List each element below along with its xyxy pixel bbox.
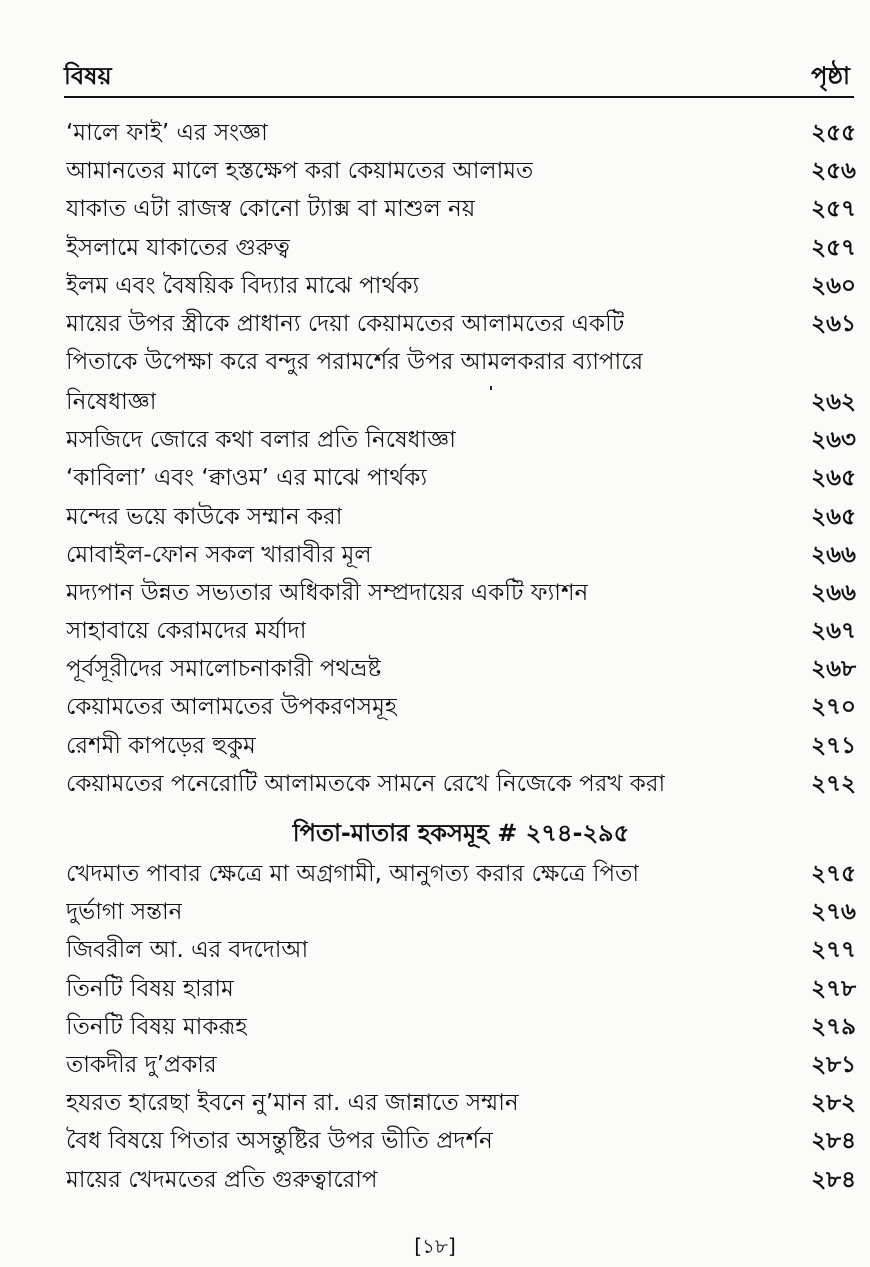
entry-title: মায়ের খেদমতের প্রতি গুরুত্বারোপ <box>66 1166 378 1193</box>
toc-entry <box>66 1044 856 1082</box>
entry-page: ২৭৮ <box>811 975 856 1002</box>
entry-title: রেশমী কাপড়ের হুকুম <box>66 732 256 759</box>
entry-page: ২৬৬ <box>811 541 856 568</box>
entry-title: সাহাবায়ে কেরামদের মর্যাদা <box>66 618 307 645</box>
entry-title-line1: পিতাকে উপেক্ষা করে বন্দুর পরামর্শের উপর আমলকরার ব্যাপারে <box>66 349 644 376</box>
entry-page: ২৬১ <box>811 310 856 337</box>
toc-entry <box>66 496 856 534</box>
section-heading <box>66 801 856 853</box>
entry-page: ২৬৮ <box>811 656 856 683</box>
toc-entry <box>66 763 856 801</box>
entry-title: তিনটি বিষয় হারাম <box>66 975 234 1002</box>
entry-page: ২৭৯ <box>811 1013 856 1040</box>
entry-page: ২৭০ <box>811 694 856 721</box>
entry-page: ২৬০ <box>811 272 856 299</box>
toc-entry <box>66 150 856 188</box>
entry-page: ২৬৫ <box>811 503 856 530</box>
entry-title: পূর্বসূরীদের সমালোচনাকারী পথভ্রষ্ট <box>66 656 382 683</box>
entry-page: ২৬৭ <box>811 618 856 645</box>
entry-title: হযরত হারেছা ইবনে নু’মান রা. এর জান্নাতে সম্মান <box>66 1090 519 1117</box>
entry-title: মন্দের ভয়ে কাউকে সম্মান করা <box>66 503 343 530</box>
entry-page: ২৮১ <box>811 1051 856 1078</box>
entry-title: যাকাত এটা রাজস্ব কোনো ট্যাক্স বা মাশুল নয় <box>66 196 476 223</box>
toc-entry <box>66 891 856 929</box>
toc-entry <box>66 1120 856 1158</box>
entry-title: কেয়ামতের আলামতের উপকরণসমূহ <box>66 694 397 721</box>
toc-entry <box>66 725 856 763</box>
entry-page: ২৬২ <box>811 389 856 416</box>
entry-page: ২৭৭ <box>811 937 856 964</box>
entry-title: বৈধ বিষয়ে পিতার অসন্তুষ্টির উপর ভীতি প্রদর্শন <box>66 1128 493 1155</box>
entry-title: ‘মালে ফাই’ এর সংজ্ঞা <box>66 120 268 146</box>
subject-heading: বিষয় <box>64 62 112 90</box>
print-speck <box>490 386 492 390</box>
entry-title: মায়ের উপর স্ত্রীকে প্রাধান্য দেয়া কেয়ামতের আলামতের একটি <box>66 310 625 337</box>
entry-title: কেয়ামতের পনেরোটি আলামতকে সামনে রেখে নিজেকে পরখ করা <box>66 770 666 797</box>
toc-entry <box>66 112 856 150</box>
entry-title: আমানতের মালে হস্তক্ষেপ করা কেয়ামতের আলামত <box>66 158 534 185</box>
entry-title: ‘কাবিলা’ এবং ‘ক্বাওম’ এর মাঝে পার্থক্য <box>66 465 428 492</box>
toc-entry <box>66 610 856 648</box>
entry-title: দুর্ভাগা সন্তান <box>66 899 183 926</box>
toc-entry <box>66 265 856 303</box>
toc-entry <box>66 1006 856 1044</box>
toc-entry <box>66 188 856 226</box>
page-heading: পৃষ্ঠা <box>811 62 850 90</box>
entry-title: ইলম এবং বৈষয়িক বিদ্যার মাঝে পার্থক্য <box>66 272 420 299</box>
toc-entry <box>66 1082 856 1120</box>
entry-page: ২৭৬ <box>811 899 856 926</box>
toc-entry <box>66 648 856 686</box>
entry-title: মোবাইল-ফোন সকল খারাবীর মূল <box>66 541 372 568</box>
toc-entry <box>66 929 856 967</box>
toc-entry <box>66 968 856 1006</box>
toc-entry <box>66 1159 856 1197</box>
toc-list <box>66 112 856 1197</box>
toc-entry <box>66 419 856 457</box>
entry-title: তাকদীর দু’প্রকার <box>66 1051 217 1078</box>
entry-page: ২৬৬ <box>811 579 856 606</box>
entry-page: ২৭১ <box>811 732 856 759</box>
toc-entry <box>66 853 856 891</box>
entry-page: ২৫৫ <box>811 120 856 146</box>
entry-title-line2: নিষেধাজ্ঞা <box>66 389 157 416</box>
entry-page: ২৫৬ <box>811 158 856 185</box>
entry-title: ইসলামে যাকাতের গুরুত্ব <box>66 234 290 261</box>
page-number: [১৮] <box>414 1234 456 1258</box>
entry-title: মসজিদে জোরে কথা বলার প্রতি নিষেধাজ্ঞা <box>66 427 456 454</box>
entry-page: ২৫৭ <box>811 196 856 223</box>
toc-entry <box>66 227 856 265</box>
toc-entry <box>66 686 856 724</box>
entry-page: ২৭৫ <box>811 861 856 887</box>
toc-header <box>64 56 854 98</box>
entry-title: তিনটি বিষয় মাকরূহ <box>66 1013 248 1040</box>
toc-entry <box>66 303 856 341</box>
toc-entry <box>66 572 856 610</box>
entry-page: ২৮২ <box>811 1090 856 1117</box>
entry-page: ২৬৫ <box>811 465 856 492</box>
entry-page: ২৬৩ <box>811 427 856 454</box>
toc-entry <box>66 457 856 495</box>
entry-page: ২৭২ <box>811 770 856 797</box>
toc-entry <box>66 534 856 572</box>
entry-page: ২৫৭ <box>811 234 856 261</box>
section-title: পিতা-মাতার হকসমূহ # ২৭৪-২৯৫ <box>292 819 630 847</box>
entry-page: ২৮৪ <box>811 1128 856 1155</box>
entry-title: মদ্যপান উন্নত সভ্যতার অধিকারী সম্প্রদায়ের একটি ফ্যাশন <box>66 579 589 606</box>
entry-page: ২৮৪ <box>811 1166 856 1193</box>
toc-entry-wrapped-line2 <box>66 381 856 419</box>
toc-entry-wrapped-line1 <box>66 341 856 381</box>
entry-title: জিবরীল আ. এর বদদোআ <box>66 937 309 964</box>
entry-title: খেদমাত পাবার ক্ষেত্রে মা অগ্রগামী, আনুগত্য করার ক্ষেত্রে পিতা <box>66 861 640 887</box>
